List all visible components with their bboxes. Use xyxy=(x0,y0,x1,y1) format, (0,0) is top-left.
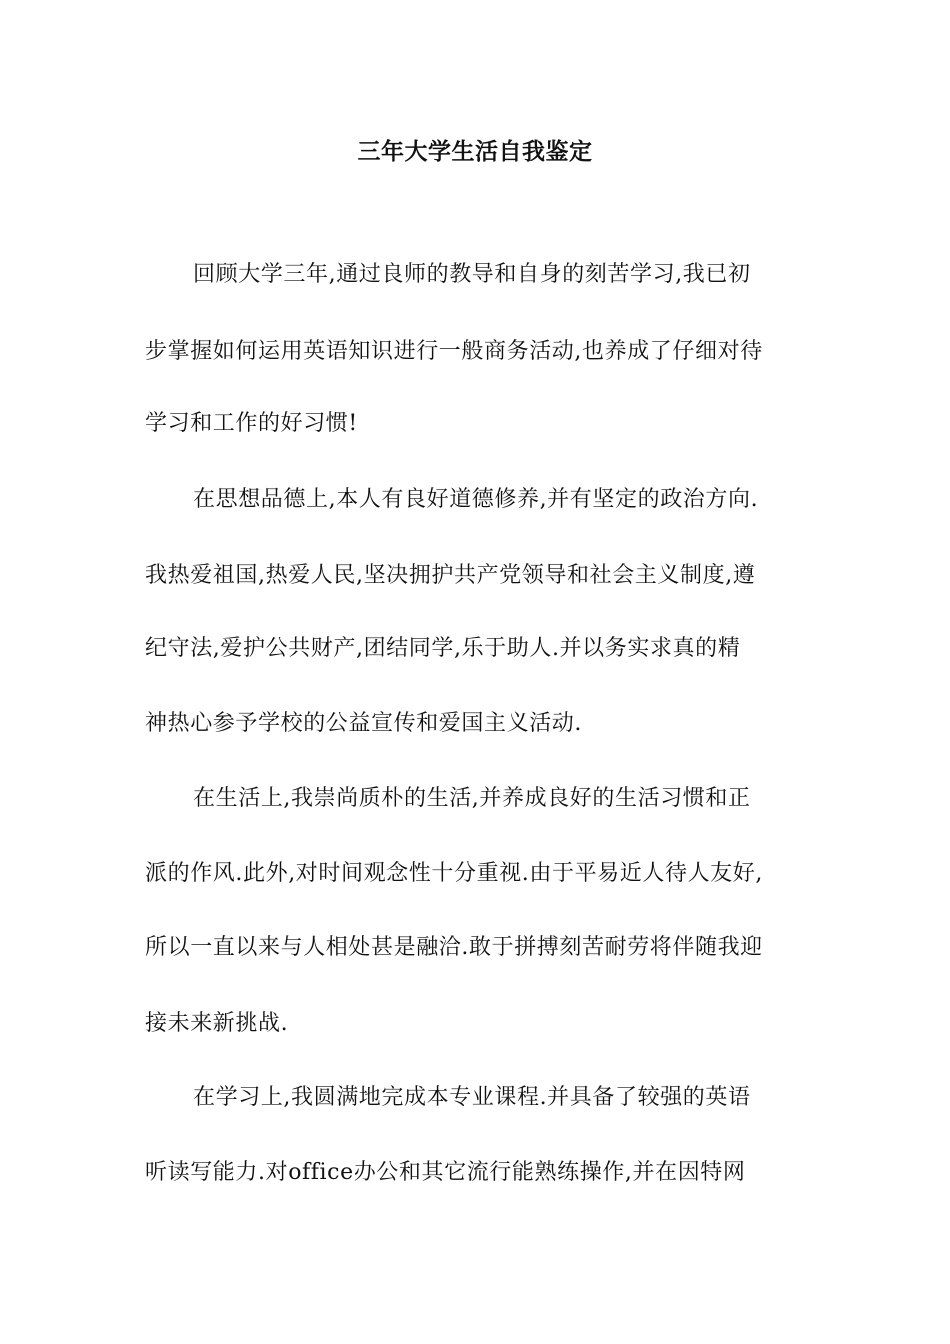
body-line-4: 在思想品德上,本人有良好道德修养,并有坚定的政治方向. xyxy=(193,487,759,512)
body-line-2: 步掌握如何运用英语知识进行一般商务活动,也养成了仔细对待 xyxy=(145,339,763,364)
body-line-11: 接未来新挑战. xyxy=(145,1011,289,1036)
body-line-3: 学习和工作的好习惯! xyxy=(145,411,358,436)
body-line-9: 派的作风.此外,对时间观念性十分重视.由于平易近人待人友好, xyxy=(145,861,763,886)
body-line-10: 所以一直以来与人相处甚是融洽.敢于拼搏刻苦耐劳将伴随我迎 xyxy=(145,935,763,960)
document-title: 三年大学生活自我鉴定 xyxy=(357,139,593,165)
body-line-13: 听读写能力.对office办公和其它流行能熟练操作,并在因特网 xyxy=(145,1160,746,1185)
body-line-6: 纪守法,爱护公共财产,团结同学,乐于助人.并以务实求真的精 xyxy=(145,636,741,661)
body-line-1: 回顾大学三年,通过良师的教导和自身的刻苦学习,我已初 xyxy=(193,262,751,287)
body-line-12: 在学习上,我圆满地完成本专业课程.并具备了较强的英语 xyxy=(193,1085,751,1110)
body-line-7: 神热心参予学校的公益宣传和爱国主义活动. xyxy=(145,711,582,736)
body-line-5: 我热爱祖国,热爱人民,坚决拥护共产党领导和社会主义制度,遵 xyxy=(145,563,756,588)
body-line-8: 在生活上,我崇尚质朴的生活,并养成良好的生活习惯和正 xyxy=(193,786,751,811)
